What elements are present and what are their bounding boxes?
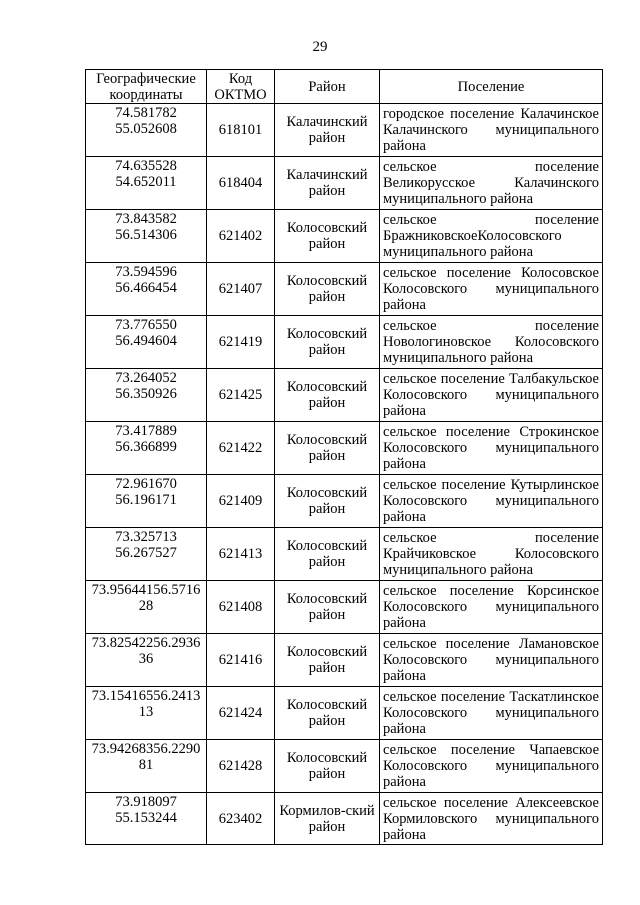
oktmo-cell: 621416: [207, 634, 275, 687]
coordinates-cell: [86, 475, 207, 528]
settlement-cell: сельское поселение Колосовское Колосовского муниципального района: [380, 263, 603, 316]
coordinates-cell: [86, 157, 207, 210]
coordinates-cell: [86, 316, 207, 369]
table-body: [86, 104, 603, 845]
table-row: [86, 263, 603, 316]
settlement-cell: городское поселение Калачинское Калачинского муниципального района: [380, 104, 603, 157]
district-cell: Колосовский район: [275, 210, 380, 263]
coordinate-line: 73.82542256.293636: [91, 635, 201, 667]
district-cell: Колосовский район: [275, 316, 380, 369]
coordinates-cell: [86, 634, 207, 687]
coordinates-cell: [86, 581, 207, 634]
oktmo-cell: 621424: [207, 687, 275, 740]
coordinate-line: 56.267527: [115, 545, 177, 561]
oktmo-cell: 621419: [207, 316, 275, 369]
oktmo-cell: 621422: [207, 422, 275, 475]
coordinate-line: 56.514306: [115, 227, 177, 243]
settlement-cell: сельское поселение Корсинское Колосовского муниципального района: [380, 581, 603, 634]
table-row: [86, 369, 603, 422]
coordinate-line: 54.652011: [115, 174, 177, 190]
settlement-cell: сельское поселение Кутырлинское Колосовского муниципального района: [380, 475, 603, 528]
district-cell: Колосовский район: [275, 422, 380, 475]
coordinate-line: 73.776550: [115, 317, 177, 333]
district-cell: Колосовский район: [275, 687, 380, 740]
table-row: [86, 157, 603, 210]
table-row: [86, 634, 603, 687]
coordinate-line: 73.15416556.241313: [91, 688, 201, 720]
header-district: Район: [275, 70, 380, 104]
coordinates-cell: [86, 369, 207, 422]
table-row: [86, 104, 603, 157]
coordinates-cell: [86, 740, 207, 793]
settlement-cell: сельское поселение БражниковскоеКолосовского муниципального района: [380, 210, 603, 263]
settlement-cell: сельское поселение Талбакульское Колосовского муниципального района: [380, 369, 603, 422]
settlements-table: [85, 69, 603, 845]
coordinate-line: 74.635528: [115, 158, 177, 174]
table-row: [86, 316, 603, 369]
oktmo-cell: 623402: [207, 793, 275, 845]
district-cell: Калачинский район: [275, 104, 380, 157]
header-coordinates: Географические координаты: [86, 70, 207, 104]
coordinate-line: 73.94268356.229081: [91, 741, 201, 773]
table-header-row: [86, 70, 603, 104]
district-cell: Калачинский район: [275, 157, 380, 210]
oktmo-cell: 621413: [207, 528, 275, 581]
table-row: [86, 475, 603, 528]
table-row: [86, 581, 603, 634]
settlement-cell: сельское поселение Алексеевское Кормиловского муниципального района: [380, 793, 603, 845]
table-row: [86, 528, 603, 581]
oktmo-cell: 618101: [207, 104, 275, 157]
settlement-cell: сельское поселение Таскатлинское Колосовского муниципального района: [380, 687, 603, 740]
coordinate-line: 56.350926: [115, 386, 177, 402]
table-row: [86, 793, 603, 845]
district-cell: Колосовский район: [275, 528, 380, 581]
district-cell: Колосовский район: [275, 475, 380, 528]
oktmo-cell: 621402: [207, 210, 275, 263]
table-row: [86, 687, 603, 740]
coordinates-cell: [86, 210, 207, 263]
coordinate-line: 73.843582: [115, 211, 177, 227]
settlement-cell: сельское поселение Новологиновское Колосовского муниципального района: [380, 316, 603, 369]
coordinate-line: 74.581782: [115, 105, 177, 121]
coordinate-line: 73.95644156.571628: [91, 582, 201, 614]
coordinate-line: 72.961670: [115, 476, 177, 492]
settlement-cell: сельское поселение Строкинское Колосовского муниципального района: [380, 422, 603, 475]
oktmo-cell: 621407: [207, 263, 275, 316]
coordinates-cell: [86, 793, 207, 845]
table-row: [86, 210, 603, 263]
coordinate-line: 73.594596: [115, 264, 177, 280]
page-number: 29: [312, 39, 328, 55]
coordinates-cell: [86, 104, 207, 157]
oktmo-cell: 621425: [207, 369, 275, 422]
coordinate-line: 55.153244: [115, 810, 177, 826]
table-row: [86, 422, 603, 475]
header-oktmo: Код ОКТМО: [207, 70, 275, 104]
coordinate-line: 56.366899: [115, 439, 177, 455]
oktmo-cell: 618404: [207, 157, 275, 210]
district-cell: Колосовский район: [275, 740, 380, 793]
district-cell: Кормилов-ский район: [275, 793, 380, 845]
settlement-cell: сельское поселение Великорусское Калачинского муниципального района: [380, 157, 603, 210]
district-cell: Колосовский район: [275, 581, 380, 634]
coordinate-line: 73.325713: [115, 529, 177, 545]
coordinate-line: 73.918097: [115, 794, 177, 810]
oktmo-cell: 621428: [207, 740, 275, 793]
coordinate-line: 73.417889: [115, 423, 177, 439]
settlement-cell: сельское поселение Чапаевское Колосовского муниципального района: [380, 740, 603, 793]
coordinates-cell: [86, 687, 207, 740]
district-cell: Колосовский район: [275, 634, 380, 687]
coordinates-cell: [86, 528, 207, 581]
settlement-cell: сельское поселение Ламановское Колосовского муниципального района: [380, 634, 603, 687]
coordinate-line: 55.052608: [115, 121, 177, 137]
district-cell: Колосовский район: [275, 369, 380, 422]
coordinates-cell: [86, 263, 207, 316]
coordinates-cell: [86, 422, 207, 475]
settlement-cell: сельское поселение Крайчиковское Колосовского муниципального района: [380, 528, 603, 581]
coordinate-line: 56.196171: [115, 492, 177, 508]
district-cell: Колосовский район: [275, 263, 380, 316]
table-row: [86, 740, 603, 793]
coordinate-line: 56.494604: [115, 333, 177, 349]
coordinate-line: 56.466454: [115, 280, 177, 296]
header-settlement: Поселение: [380, 70, 603, 104]
oktmo-cell: 621408: [207, 581, 275, 634]
coordinate-line: 73.264052: [115, 370, 177, 386]
oktmo-cell: 621409: [207, 475, 275, 528]
